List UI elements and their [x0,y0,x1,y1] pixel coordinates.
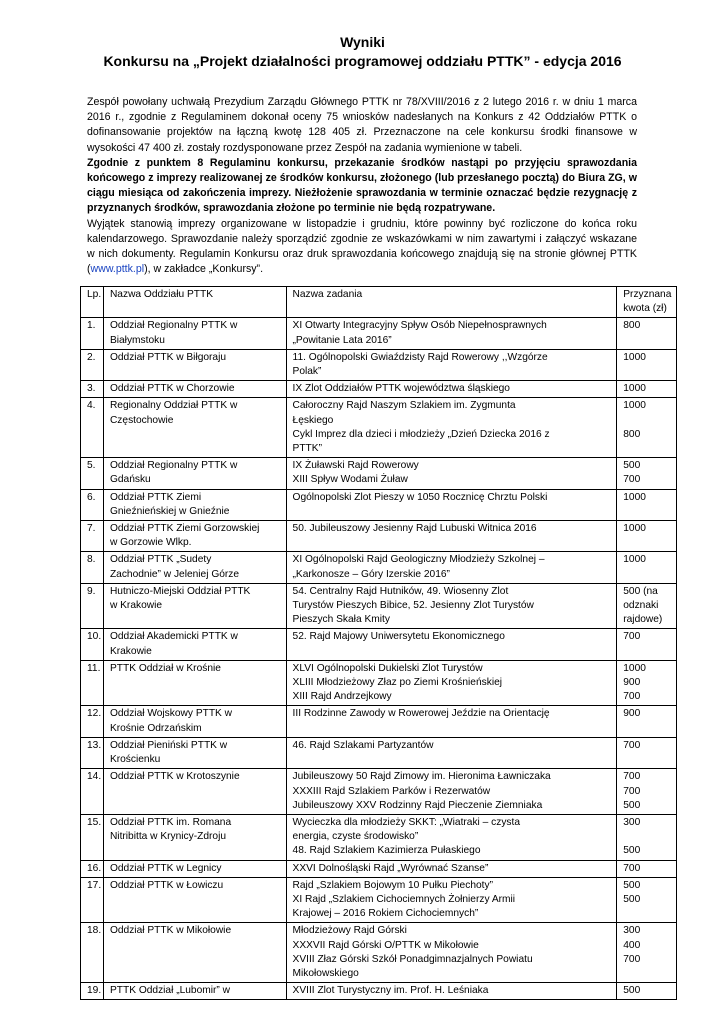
cell-oddzial-line: Białymstoku [109,334,165,346]
table-row [81,877,677,923]
table-row [81,381,677,398]
cell-zadanie [286,629,617,660]
cell-zadanie-line: XVIII Złaz Górski Szkół Ponadgimnazjalnych Powiatu [292,953,533,965]
cell-zadanie-line: Młodzieżowy Rajd Górski [292,925,407,937]
cell-kwota [617,458,677,489]
cell-kwota-line: 500 [623,879,641,891]
cell-oddzial-line: Oddział PTTK w Krotoszynie [109,771,240,783]
cell-lp: 3. [81,381,104,398]
cell-oddzial [103,877,286,923]
header-kwota-line1: Przyznana [623,289,672,300]
cell-oddzial [103,706,286,737]
cell-kwota-line: 500 [623,893,641,905]
header-kwota [617,287,677,318]
cell-zadanie [286,769,617,815]
cell-zadanie-line: IX Zlot Oddziałów PTTK województwa śląskiego [292,383,510,395]
cell-oddzial [103,318,286,349]
cell-oddzial [103,769,286,815]
cell-zadanie-line: Cykl Imprez dla dzieci i młodzieży „Dzień Dziecka 2016 z [292,428,550,440]
cell-oddzial [103,860,286,877]
cell-kwota-line: 700 [623,739,641,751]
cell-oddzial-line: Krościenku [109,754,161,766]
cell-oddzial-line: Oddział PTTK w Biłgoraju [109,351,227,363]
table-row [81,814,677,860]
cell-kwota-line: 700 [623,862,641,874]
table-row [81,489,677,520]
cell-zadanie-line: 50. Jubileuszowy Jesienny Rajd Lubuski Witnica 2016 [292,523,537,535]
pttk-link[interactable]: www.pttk.pl [90,263,145,276]
cell-kwota-line: 400 [623,939,641,951]
cell-oddzial-line: Gdańsku [109,474,151,486]
cell-oddzial-line: w Krakowie [109,600,163,612]
cell-zadanie-line: XLVI Ogólnopolski Dukielski Zlot Turystów [292,662,483,674]
cell-kwota-line: 1000 [623,351,646,363]
cell-kwota-line: 1000 [623,400,646,412]
cell-oddzial-line: Oddział Regionalny PTTK w [109,320,238,332]
table-row [81,923,677,983]
table-row [81,398,677,458]
cell-zadanie [286,458,617,489]
cell-kwota [617,737,677,768]
cell-kwota-line: 900 [623,677,641,689]
cell-zadanie [286,660,617,706]
table-row [81,458,677,489]
table-row [81,349,677,380]
cell-zadanie [286,877,617,923]
cell-kwota [617,318,677,349]
cell-oddzial-line: Hutniczo-Miejski Oddział PTTK [109,585,251,597]
cell-kwota [617,489,677,520]
table-header-row [81,287,677,318]
cell-lp: 5. [81,458,104,489]
cell-oddzial [103,814,286,860]
cell-kwota-line: 1000 [623,383,646,395]
cell-oddzial-line: Oddział PTTK w Łowiczu [109,879,224,891]
cell-zadanie-line: Ogólnopolski Zlot Pieszy w 1050 Rocznicę Chrztu Polski [292,491,548,503]
cell-kwota-line: 900 [623,708,641,720]
table-row [81,860,677,877]
table-row [81,521,677,552]
cell-zadanie-line: Pieszych Skała Kmity [292,614,390,626]
cell-zadanie-line: 46. Rajd Szlakami Partyzantów [292,739,434,751]
cell-kwota [617,769,677,815]
cell-lp: 4. [81,398,104,458]
cell-kwota-line: rajdowe) [623,614,663,626]
cell-oddzial-line: Oddział PTTK Ziemi [109,491,202,503]
cell-kwota-line: 500 [623,985,641,997]
cell-kwota-line: 1000 [623,662,646,674]
cell-oddzial [103,398,286,458]
cell-oddzial [103,983,286,1000]
cell-zadanie [286,521,617,552]
cell-zadanie-line: Turystów Pieszych Bibice, 52. Jesienny Zlot Turystów [292,600,534,612]
cell-kwota-line: 800 [623,428,641,440]
cell-oddzial [103,737,286,768]
cell-oddzial [103,552,286,583]
cell-zadanie-line: XLIII Młodzieżowy Złaz po Ziemi Krośnieńskiej [292,677,503,689]
intro-text [87,95,637,277]
table-row [81,318,677,349]
cell-zadanie [286,489,617,520]
cell-kwota-line: 500 [623,845,641,857]
cell-oddzial-line: Częstochowie [109,414,174,426]
cell-kwota [617,706,677,737]
cell-kwota-line: 700 [623,631,641,643]
cell-lp: 8. [81,552,104,583]
cell-zadanie-line: XIII Spływ Wodami Żuław [292,474,408,486]
cell-zadanie-line: Całoroczny Rajd Naszym Szlakiem im. Zygmunta [292,400,516,412]
cell-oddzial-line: Oddział Pieniński PTTK w [109,739,228,751]
cell-oddzial-line: Zachodnie” w Jeleniej Górze [109,568,240,580]
cell-zadanie-line: Łęskiego [292,414,334,426]
cell-oddzial [103,583,286,629]
table-row [81,769,677,815]
header-oddzial: Nazwa Oddziału PTTK [103,287,286,318]
cell-kwota-line: 700 [623,691,641,703]
page-subtitle: Konkursu na „Projekt działalności programowej oddziału PTTK” - edycja 2016 [103,53,622,69]
cell-zadanie [286,923,617,983]
cell-lp: 13. [81,737,104,768]
table-row [81,737,677,768]
cell-kwota-line: 700 [623,474,641,486]
cell-kwota-line: 500 [623,799,641,811]
cell-kwota-line: 1000 [623,554,646,566]
cell-zadanie [286,381,617,398]
cell-oddzial-line: PTTK Oddział w Krośnie [109,662,221,674]
cell-zadanie-line: IX Żuławski Rajd Rowerowy [292,460,419,472]
cell-zadanie-line: 48. Rajd Szlakiem Kazimierza Pułaskiego [292,845,481,857]
intro-paragraph-1: Zespół powołany uchwałą Prezydium Zarządu Głównego PTTK nr 78/XVIII/2016 z 2 lutego 2016 r. w dniu 1 marca 2016 r., zgodnie z Regulaminem dokonał oceny 75 wniosków nadesłanych na Konkurs z 42 Oddziałów PTTK o dofinansowanie projektów na łączną kwotę 128 405 zł. Przeznaczone na cele konkursu środki finansowe w wysokości 47 400 zł. zostały rozdysponowane przez Zespół na zadania wymienione w tabeli. [87,96,637,154]
intro-paragraph-3-end: ), w zakładce „Konkursy”. [144,263,264,276]
cell-gap [623,414,671,428]
cell-gap [623,830,671,844]
intro-paragraph-3-start: Wyjątek stanowią imprezy organizowane w listopadzie i grudniu, które powinny być rozliczone do końca roku kalendarzowego. Sprawozdanie należy sporządzić zgodnie ze wskazówkami w nim zawartymi i załączyć wskazane w nich dokumenty. Regulamin Konkursu oraz druk sprawozdania końcowego znajdują się na stronie głównej PTTK ( [87,217,637,276]
cell-kwota-line: 700 [623,771,641,783]
cell-kwota [617,381,677,398]
table-row [81,629,677,660]
header-zadanie: Nazwa zadania [286,287,617,318]
cell-oddzial-line: Oddział PTTK w Legnicy [109,862,222,874]
cell-zadanie-line: energia, czyste środowisko” [292,831,419,843]
cell-oddzial [103,458,286,489]
cell-oddzial-line: Oddział PTTK im. Romana [109,816,232,828]
cell-zadanie [286,737,617,768]
cell-kwota [617,983,677,1000]
cell-lp: 16. [81,860,104,877]
cell-zadanie-line: Jubileuszowy XXV Rodzinny Rajd Pieczenie Ziemniaka [292,799,543,811]
cell-zadanie-line: Wycieczka dla młodzieży SKKT: „Wiatraki – czysta [292,816,521,828]
cell-zadanie [286,398,617,458]
cell-kwota [617,660,677,706]
cell-kwota [617,552,677,583]
cell-zadanie-line: Jubileuszowy 50 Rajd Zimowy im. Hieronima Ławniczaka [292,771,551,783]
cell-oddzial-line: Krakowie [109,645,152,657]
cell-kwota-line: 300 [623,925,641,937]
cell-lp: 6. [81,489,104,520]
cell-zadanie-line: XI Otwarty Integracyjny Spływ Osób Niepełnosprawnych [292,320,547,332]
intro-paragraph-3 [87,217,637,278]
cell-lp: 2. [81,349,104,380]
table-row [81,660,677,706]
cell-kwota-line: 700 [623,953,641,965]
cell-kwota [617,860,677,877]
cell-oddzial-line: Oddział PTTK „Sudety [109,554,212,566]
cell-oddzial [103,489,286,520]
cell-oddzial [103,660,286,706]
cell-lp: 18. [81,923,104,983]
cell-zadanie-line: Mikołowskiego [292,967,359,979]
cell-kwota [617,629,677,660]
cell-zadanie [286,552,617,583]
cell-zadanie [286,983,617,1000]
table-body [81,318,677,1000]
cell-zadanie [286,860,617,877]
cell-oddzial-line: w Gorzowie Wlkp. [109,537,192,549]
intro-bold-notice: Zgodnie z punktem 8 Regulaminu konkursu, przekazanie środków nastąpi po przyjęciu sprawozdania końcowego z imprezy realizowanej ze środków konkursu, złożonego (lub przesłanego pocztą) do Biura ZG, w ciągu miesiąca od zakończenia imprezy. Nieżłożenie sprawozdania w terminie oznaczać będzie rezygnację z przyznanych środków, sprawozdania złożone po terminie nie będą rozpatrywane. [87,156,637,215]
cell-lp: 12. [81,706,104,737]
table-row [81,983,677,1000]
cell-zadanie [286,583,617,629]
page-title: Wyniki [340,34,385,50]
cell-zadanie-line: XXVI Dolnośląski Rajd „Wyrównać Szanse” [292,862,489,874]
cell-kwota-line: 500 (na [623,585,658,597]
cell-oddzial [103,381,286,398]
cell-zadanie-line: Polak” [292,366,322,378]
cell-zadanie-line: XXXVII Rajd Górski O/PTTK w Mikołowie [292,939,479,951]
cell-zadanie-line: Rajd „Szlakiem Bojowym 10 Pułku Piechoty” [292,879,493,891]
cell-kwota [617,521,677,552]
cell-kwota-line: 700 [623,785,641,797]
cell-zadanie-line: „Karkonosze – Góry Izerskie 2016” [292,568,450,580]
cell-zadanie-line: Krajowej – 2016 Rokiem Cichociemnych” [292,908,479,920]
cell-zadanie-line: „Powitanie Lata 2016” [292,334,392,346]
cell-lp: 1. [81,318,104,349]
intro-paragraph-2 [87,156,637,217]
cell-kwota-line: odznaki [623,600,659,612]
cell-oddzial [103,349,286,380]
table-row [81,706,677,737]
cell-lp: 14. [81,769,104,815]
cell-oddzial-line: Oddział PTTK w Mikołowie [109,925,232,937]
results-table [80,286,677,1000]
cell-lp: 17. [81,877,104,923]
cell-lp: 19. [81,983,104,1000]
cell-kwota-line: 1000 [623,491,646,503]
cell-zadanie-line: XXXIII Rajd Szlakiem Parków i Rezerwatów [292,785,491,797]
cell-oddzial [103,923,286,983]
cell-lp: 10. [81,629,104,660]
cell-kwota [617,814,677,860]
cell-oddzial [103,629,286,660]
cell-zadanie [286,706,617,737]
cell-oddzial-line: Oddział Regionalny PTTK w [109,460,238,472]
cell-oddzial-line: Nitribitta w Krynicy-Zdroju [109,831,227,843]
table-row [81,583,677,629]
cell-oddzial [103,521,286,552]
cell-kwota [617,398,677,458]
cell-lp: 15. [81,814,104,860]
cell-oddzial-line: Oddział Akademicki PTTK w [109,631,238,643]
cell-zadanie-line: XI Ogólnopolski Rajd Geologiczny Młodzieży Szkolnej – [292,554,545,566]
header-kwota-line2: kwota (zł) [623,303,667,315]
cell-oddzial-line: Oddział Wojskowy PTTK w [109,708,233,720]
cell-zadanie-line: XVIII Zlot Turystyczny im. Prof. H. Leśniaka [292,985,489,997]
cell-zadanie-line: 52. Rajd Majowy Uniwersytetu Ekonomicznego [292,631,505,643]
cell-kwota-line: 500 [623,460,641,472]
table-row [81,552,677,583]
cell-kwota [617,349,677,380]
cell-zadanie-line: 54. Centralny Rajd Hutników, 49. Wiosenny Zlot [292,585,509,597]
cell-oddzial-line: Gnieźnieńskiej w Gnieźnie [109,505,230,517]
cell-zadanie-line: PTTK” [292,443,322,455]
cell-zadanie-line: 11. Ogólnopolski Gwiaździsty Rajd Rowerowy ,,Wzgórze [292,351,548,363]
cell-oddzial-line: Krośnie Odrzańskim [109,722,202,734]
cell-zadanie [286,349,617,380]
cell-kwota-line: 800 [623,320,641,332]
cell-kwota-line: 300 [623,816,641,828]
cell-zadanie [286,814,617,860]
cell-kwota-line: 1000 [623,523,646,535]
cell-zadanie-line: XI Rajd „Szlakiem Cichociemnych Żołnierzy Armii [292,893,516,905]
cell-kwota [617,877,677,923]
cell-zadanie [286,318,617,349]
cell-oddzial-line: Oddział PTTK w Chorzowie [109,383,235,395]
cell-lp: 7. [81,521,104,552]
cell-zadanie-line: III Rodzinne Zawody w Rowerowej Jeździe na Orientację [292,708,550,720]
cell-oddzial-line: Oddział PTTK Ziemi Gorzowskiej [109,523,260,535]
header-lp: Lp. [81,287,104,318]
cell-oddzial-line: Regionalny Oddział PTTK w [109,400,238,412]
cell-kwota [617,583,677,629]
cell-kwota [617,923,677,983]
cell-lp: 11. [81,660,104,706]
cell-oddzial-line: PTTK Oddział „Lubomir” w [109,985,230,997]
cell-lp: 9. [81,583,104,629]
cell-zadanie-line: XIII Rajd Andrzejkowy [292,691,392,703]
